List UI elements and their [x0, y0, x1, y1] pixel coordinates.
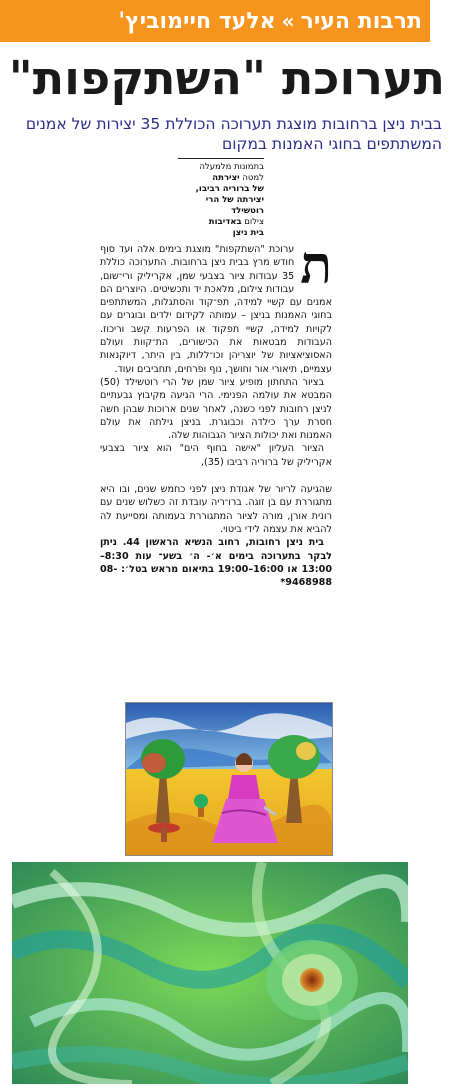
header-separator: »	[281, 9, 295, 33]
caption-text: למטה	[239, 173, 264, 183]
caption-bold: באדיבות	[208, 217, 242, 227]
article-paragraph: בציור התחתון מופיע ציור שמן של הרי רוטשילד (50) המבטא את עולמה הפנימי. הרי הגיעה מקיבוץ גבעתיים לניצן רחובות לפני כשנה, לאחר שנים ארוכות שבהן חשה חסרת ערך כילדה וכבוגרת. בניצן גילתה את עולם האמנות ואת יכולות הציור הגבוהות שלה.	[100, 376, 332, 442]
author-name: אלעד חיימוביץ'	[118, 8, 276, 34]
caption-bold: בית ניצן	[232, 228, 264, 238]
article-paragraph: ערוכת "השתקפות" מוצגת בימים אלה ועד סוף חודש מרץ בבית ניצן ברחובות. התערוכה כוללת 35 עבודות ציור בצבעי שמן, אקריליק ורי־שום, עבודות צילום, מלאכת יד ותכשיטים. היוצרים הם אמנים עם קשיי למידה, תפ־קוד והסתגלות, המשתתפים בחוגי האמנות בניצן – עמותה לקידום ילדים ובוגרים עם לקויות למידה, קשיי תפקוד או הפרעות קשב וריכוז. העבודות מבטאות את הכישורים, הת־קוות ועולם האסוציאציות של יוצריהן וכו־ללות, בין היתר, דיוקנאות עצמיים, תיאורי אור וחושך, נוף ופרחים, תחביבים ועוד.	[100, 244, 332, 375]
caption-line: בתמונות מלמעלה	[199, 162, 264, 172]
article-subtitle: בבית ניצן ברחובות מוצגת תערוכה הכוללת 35 יצירות של אמנים המשתתפים בחוגי האמנות במקום	[25, 115, 442, 153]
caption-bold: יצירתה	[212, 173, 240, 183]
caption-bold: יצירתה של הרי	[205, 195, 264, 205]
venue-info: בית ניצן רחובות, רחוב הנשיא הראשון 44. ניתן לבקר בתערוכה בימים א׳- ה׳ בשע־ עות 8:30–13:00 או 16:00–19:00 בתיאום מראש בטל׳: 08-9468988*	[100, 537, 332, 589]
caption-line	[178, 206, 264, 217]
caption-text: צילום	[241, 217, 264, 227]
section-name: תרבות העיר	[300, 8, 422, 34]
section-header-bar	[0, 0, 430, 42]
painting-abstract-green	[12, 862, 408, 1084]
caption-line	[178, 195, 264, 206]
article-title: תערוכת "השתקפות"	[8, 51, 445, 105]
caption-bold: רוטשילד	[231, 206, 264, 216]
photo-caption	[178, 158, 264, 239]
article-body	[100, 235, 332, 589]
column-gap	[100, 469, 332, 483]
caption-line	[178, 173, 264, 184]
caption-line	[178, 217, 264, 228]
caption-line	[178, 184, 264, 195]
article-paragraph: שהגיעה לריור של אגודת ניצן לפני כחמש שנים, ובו היא מתגוררת עם בן זוגה. ברו־ריה עובדת זה כשלוש שנים עם רונית אורן, מורה לציור המתגוררת בעמותה ומסייעת לה להביא את עצמה לידי ביטוי.	[100, 484, 332, 535]
caption-line	[178, 228, 264, 239]
painting-woman-on-beach	[125, 702, 333, 856]
article-paragraph: הציור העליון "אישה בחוף הים" הוא ציור בצבעי אקריליק של ברוריה רביבו (35),	[100, 443, 332, 468]
caption-bold: של ברוריה רביבו,	[195, 184, 264, 194]
drop-cap: ת	[300, 235, 332, 296]
